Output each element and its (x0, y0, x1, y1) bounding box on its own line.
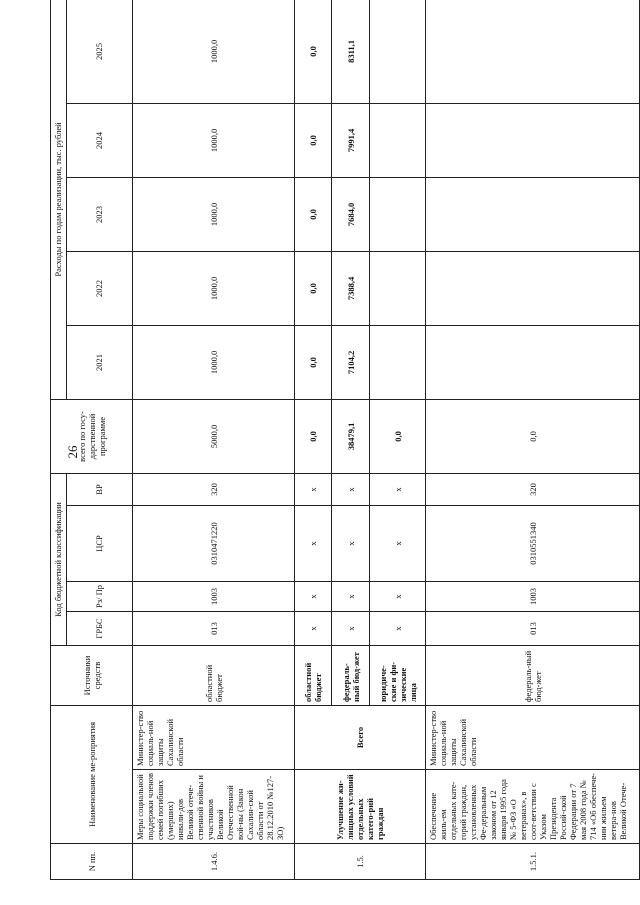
header-year-2024: 2024 (66, 103, 133, 177)
row-year-2025: 1000,0 (133, 0, 295, 103)
row-year-2023 (426, 177, 640, 251)
row-source: областной бюджет (133, 646, 295, 706)
row-year-2023 (369, 177, 425, 251)
header-rzpr: Рз/ Пр (66, 582, 133, 612)
table-row (294, 0, 332, 880)
row-source: федераль-ный бюд-жет (332, 646, 370, 706)
row-vr: 320 (426, 473, 640, 505)
header-year-2022: 2022 (66, 251, 133, 325)
row-year-2023: 1000,0 (133, 177, 295, 251)
row-source: областной бюджет (294, 646, 332, 706)
row-year-2021 (426, 325, 640, 399)
row-year-2022: 1000,0 (133, 251, 295, 325)
row-rzpr: x (294, 582, 332, 612)
row-year-2024: 7991,4 (332, 103, 370, 177)
row-rzpr: 1003 (133, 582, 295, 612)
row-year-2025: 8311,1 (332, 0, 370, 103)
table-row (133, 0, 295, 880)
row-csr: x (294, 506, 332, 582)
header-kbk-group: Код бюджетной классификации (51, 473, 67, 645)
row-total: 38479,1 (332, 399, 370, 473)
header-num: N пп. (51, 844, 133, 880)
header-year-2025: 2025 (66, 0, 133, 103)
row-source: юридиче-ские и фи-зические лица (369, 646, 425, 706)
row-year-2022 (369, 251, 425, 325)
row-vr: x (332, 473, 370, 505)
row-executor: Министер-ство социаль-ной защиты Сахалинской области (426, 706, 640, 770)
header-year-2023: 2023 (66, 177, 133, 251)
header-year-2021: 2021 (66, 325, 133, 399)
row-csr: x (332, 506, 370, 582)
row-csr: 0310551340 (426, 506, 640, 582)
row-year-2025 (426, 0, 640, 103)
row-vr: x (294, 473, 332, 505)
row-num: 1.5.1. (426, 844, 640, 880)
row-total: 0,0 (369, 399, 425, 473)
header-vr: ВР (66, 473, 133, 505)
row-grbs: 013 (426, 612, 640, 646)
header-expenses-group: Расходы по годам реализации, тыс. рублей (51, 0, 67, 399)
row-grbs: x (294, 612, 332, 646)
row-year-2024 (369, 103, 425, 177)
row-year-2022 (426, 251, 640, 325)
row-num: 1.4.6. (133, 844, 295, 880)
header-grbs: ГРБС (66, 612, 133, 646)
row-year-2024 (426, 103, 640, 177)
rotated-page (50, 30, 640, 880)
row-year-2022: 7388,4 (332, 251, 370, 325)
row-executor: Министер-ство социаль-ной защиты Сахалинской области (133, 706, 295, 770)
row-rzpr: 1003 (426, 582, 640, 612)
row-rzpr: x (369, 582, 425, 612)
row-grbs: 013 (133, 612, 295, 646)
row-csr: x (369, 506, 425, 582)
row-total: 0,0 (426, 399, 640, 473)
budget-table (50, 0, 640, 880)
table-row (426, 0, 640, 880)
row-year-2024: 0,0 (294, 103, 332, 177)
header-name: Наименование ме-роприятия (51, 706, 133, 844)
row-year-2024: 1000,0 (133, 103, 295, 177)
row-num: 1.5. (294, 844, 425, 880)
row-year-2021 (369, 325, 425, 399)
row-vr: x (369, 473, 425, 505)
row-year-2023: 7684,0 (332, 177, 370, 251)
row-name: Обеспечение жиль-ем отдельных кате-горий граждан, установленных Фе-деральным законом от 12 января 1995 года № 5-ФЗ «О ветеранах», в соот-ветствии с Указом Президента Россий-ской Федерации от 7 мая 2008 года № 714 «Об обеспече-нии жильем ветера-нов Великой Отече- (426, 770, 640, 844)
row-total: 0,0 (294, 399, 332, 473)
header-total: всего по госу-дарственной программе (51, 399, 133, 473)
row-year-2021: 0,0 (294, 325, 332, 399)
row-year-2021: 1000,0 (133, 325, 295, 399)
page-number: 26 (65, 445, 80, 459)
row-vr: 320 (133, 473, 295, 505)
row-year-2022: 0,0 (294, 251, 332, 325)
row-name: Меры социальной поддержки членов семей погибших (умерших) инвали-дов Великой отече-ственной войны и участников Великой Отечественной вой-ны (Закон Сахалин-ской области от 28.12.2010 №127-ЗО) (133, 770, 295, 844)
row-name: Улучшение жи-лищных условий отдельных катего-рий граждан (294, 770, 425, 844)
row-year-2025: 0,0 (294, 0, 332, 103)
header-source: Источники средств (51, 646, 133, 706)
row-rzpr: x (332, 582, 370, 612)
row-grbs: x (332, 612, 370, 646)
row-executor: Всего (294, 706, 425, 770)
header-csr: ЦСР (66, 506, 133, 582)
row-source: федераль-ный бюд-жет (426, 646, 640, 706)
row-grbs: x (369, 612, 425, 646)
row-total: 5000,0 (133, 399, 295, 473)
row-year-2023: 0,0 (294, 177, 332, 251)
row-year-2021: 7104,2 (332, 325, 370, 399)
row-year-2025 (369, 0, 425, 103)
row-csr: 0310471220 (133, 506, 295, 582)
